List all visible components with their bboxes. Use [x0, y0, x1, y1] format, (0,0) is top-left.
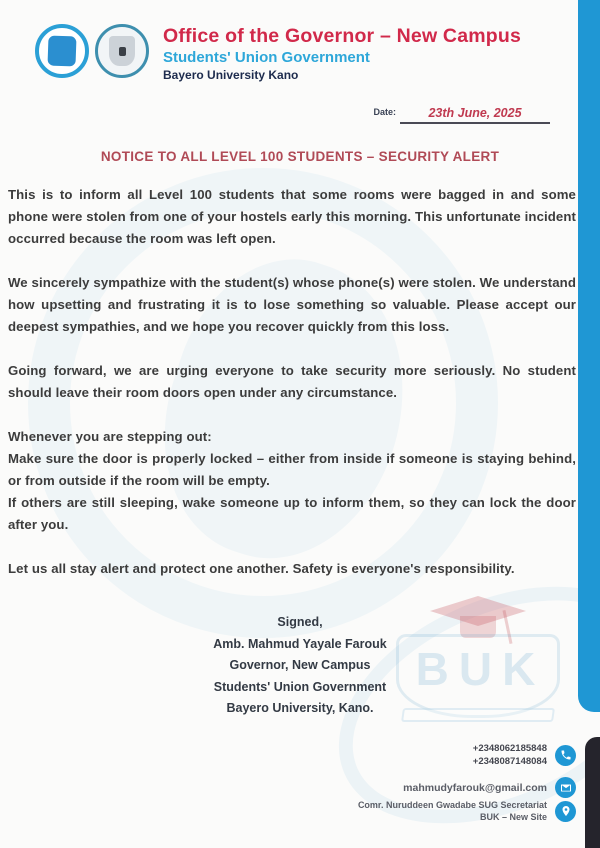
phone-number-1: +2348062185848: [472, 743, 547, 754]
contact-email: [403, 777, 576, 798]
bottom-right-accent-bar: [585, 737, 600, 848]
office-title: Office of the Governor – New Campus: [163, 25, 522, 47]
signature-name: Amb. Mahmud Yayale Farouk: [213, 636, 387, 651]
instruction-wake-someone: If others are still sleeping, wake someone up to inform them, so they can lock the door after you.: [8, 495, 576, 532]
location-pin-icon: [555, 801, 576, 822]
instruction-lock-door: Make sure the door is properly locked – either from inside if someone is staying behind, or from outside if the room will be empty.: [8, 451, 576, 488]
institution-name: Bayero University Kano: [163, 67, 299, 82]
address-text: [358, 799, 547, 823]
logo-group: [35, 24, 149, 78]
paragraph-security: Going forward, we are urging everyone to take security more seriously. No student should leave their room doors open under any circumstance.: [8, 363, 576, 400]
date-line: [373, 104, 550, 124]
email-address: mahmudyfarouk@gmail.com: [403, 781, 547, 794]
right-accent-bar: [578, 0, 600, 712]
date-label: Date:: [373, 107, 396, 117]
notice-title: NOTICE TO ALL LEVEL 100 STUDENTS – SECURITY ALERT: [100, 149, 500, 164]
letter-body: [8, 184, 576, 602]
signature-org: Students' Union Government: [213, 679, 387, 694]
letterhead-text: [163, 24, 521, 82]
instructions-heading: Whenever you are stepping out:: [8, 429, 212, 444]
signature-block: [0, 612, 600, 720]
phone-number-2: +2348087148084: [472, 756, 547, 767]
paragraph-incident: This is to inform all Level 100 students that some rooms were bagged in and some phone were stolen from one of your hostels early this morning. This unfortunate incident occurred because the room was left open.: [8, 187, 576, 246]
signature-signed: Signed,: [277, 615, 323, 629]
paragraph-closing: Let us all stay alert and protect one another. Safety is everyone's responsibility.: [8, 561, 515, 576]
letterhead: [35, 24, 521, 82]
buk-watermark-text: BUK: [415, 643, 546, 695]
phone-numbers: [473, 742, 547, 768]
contact-phones: [473, 742, 576, 768]
buk-logo-crest-mark: [119, 47, 126, 56]
signature-role: Governor, New Campus: [229, 658, 371, 672]
sug-logo-emblem: [47, 36, 76, 67]
union-subtitle: Students' Union Government: [163, 48, 370, 66]
envelope-icon: [555, 777, 576, 798]
date-value: 23th June, 2025: [400, 106, 550, 124]
address-line-1: Comr. Nuruddeen Gwadabe SUG Secretariat: [357, 800, 547, 810]
buk-logo: [95, 24, 149, 78]
contact-address: [358, 799, 576, 823]
paragraph-instructions: [8, 426, 576, 536]
buk-logo-crest: [109, 36, 135, 66]
address-line-2: BUK – New Site: [479, 812, 547, 822]
paragraph-sympathy: We sincerely sympathize with the student(s) whose phone(s) were stolen. We understand how upsetting and frustrating it is to lose something so valuable. Please accept our deepest sympathies, and we hope you recover quickly from this loss.: [8, 275, 576, 334]
sug-logo: [35, 24, 89, 78]
signature-university: Bayero University, Kano.: [226, 701, 374, 715]
phone-icon: [555, 745, 576, 766]
